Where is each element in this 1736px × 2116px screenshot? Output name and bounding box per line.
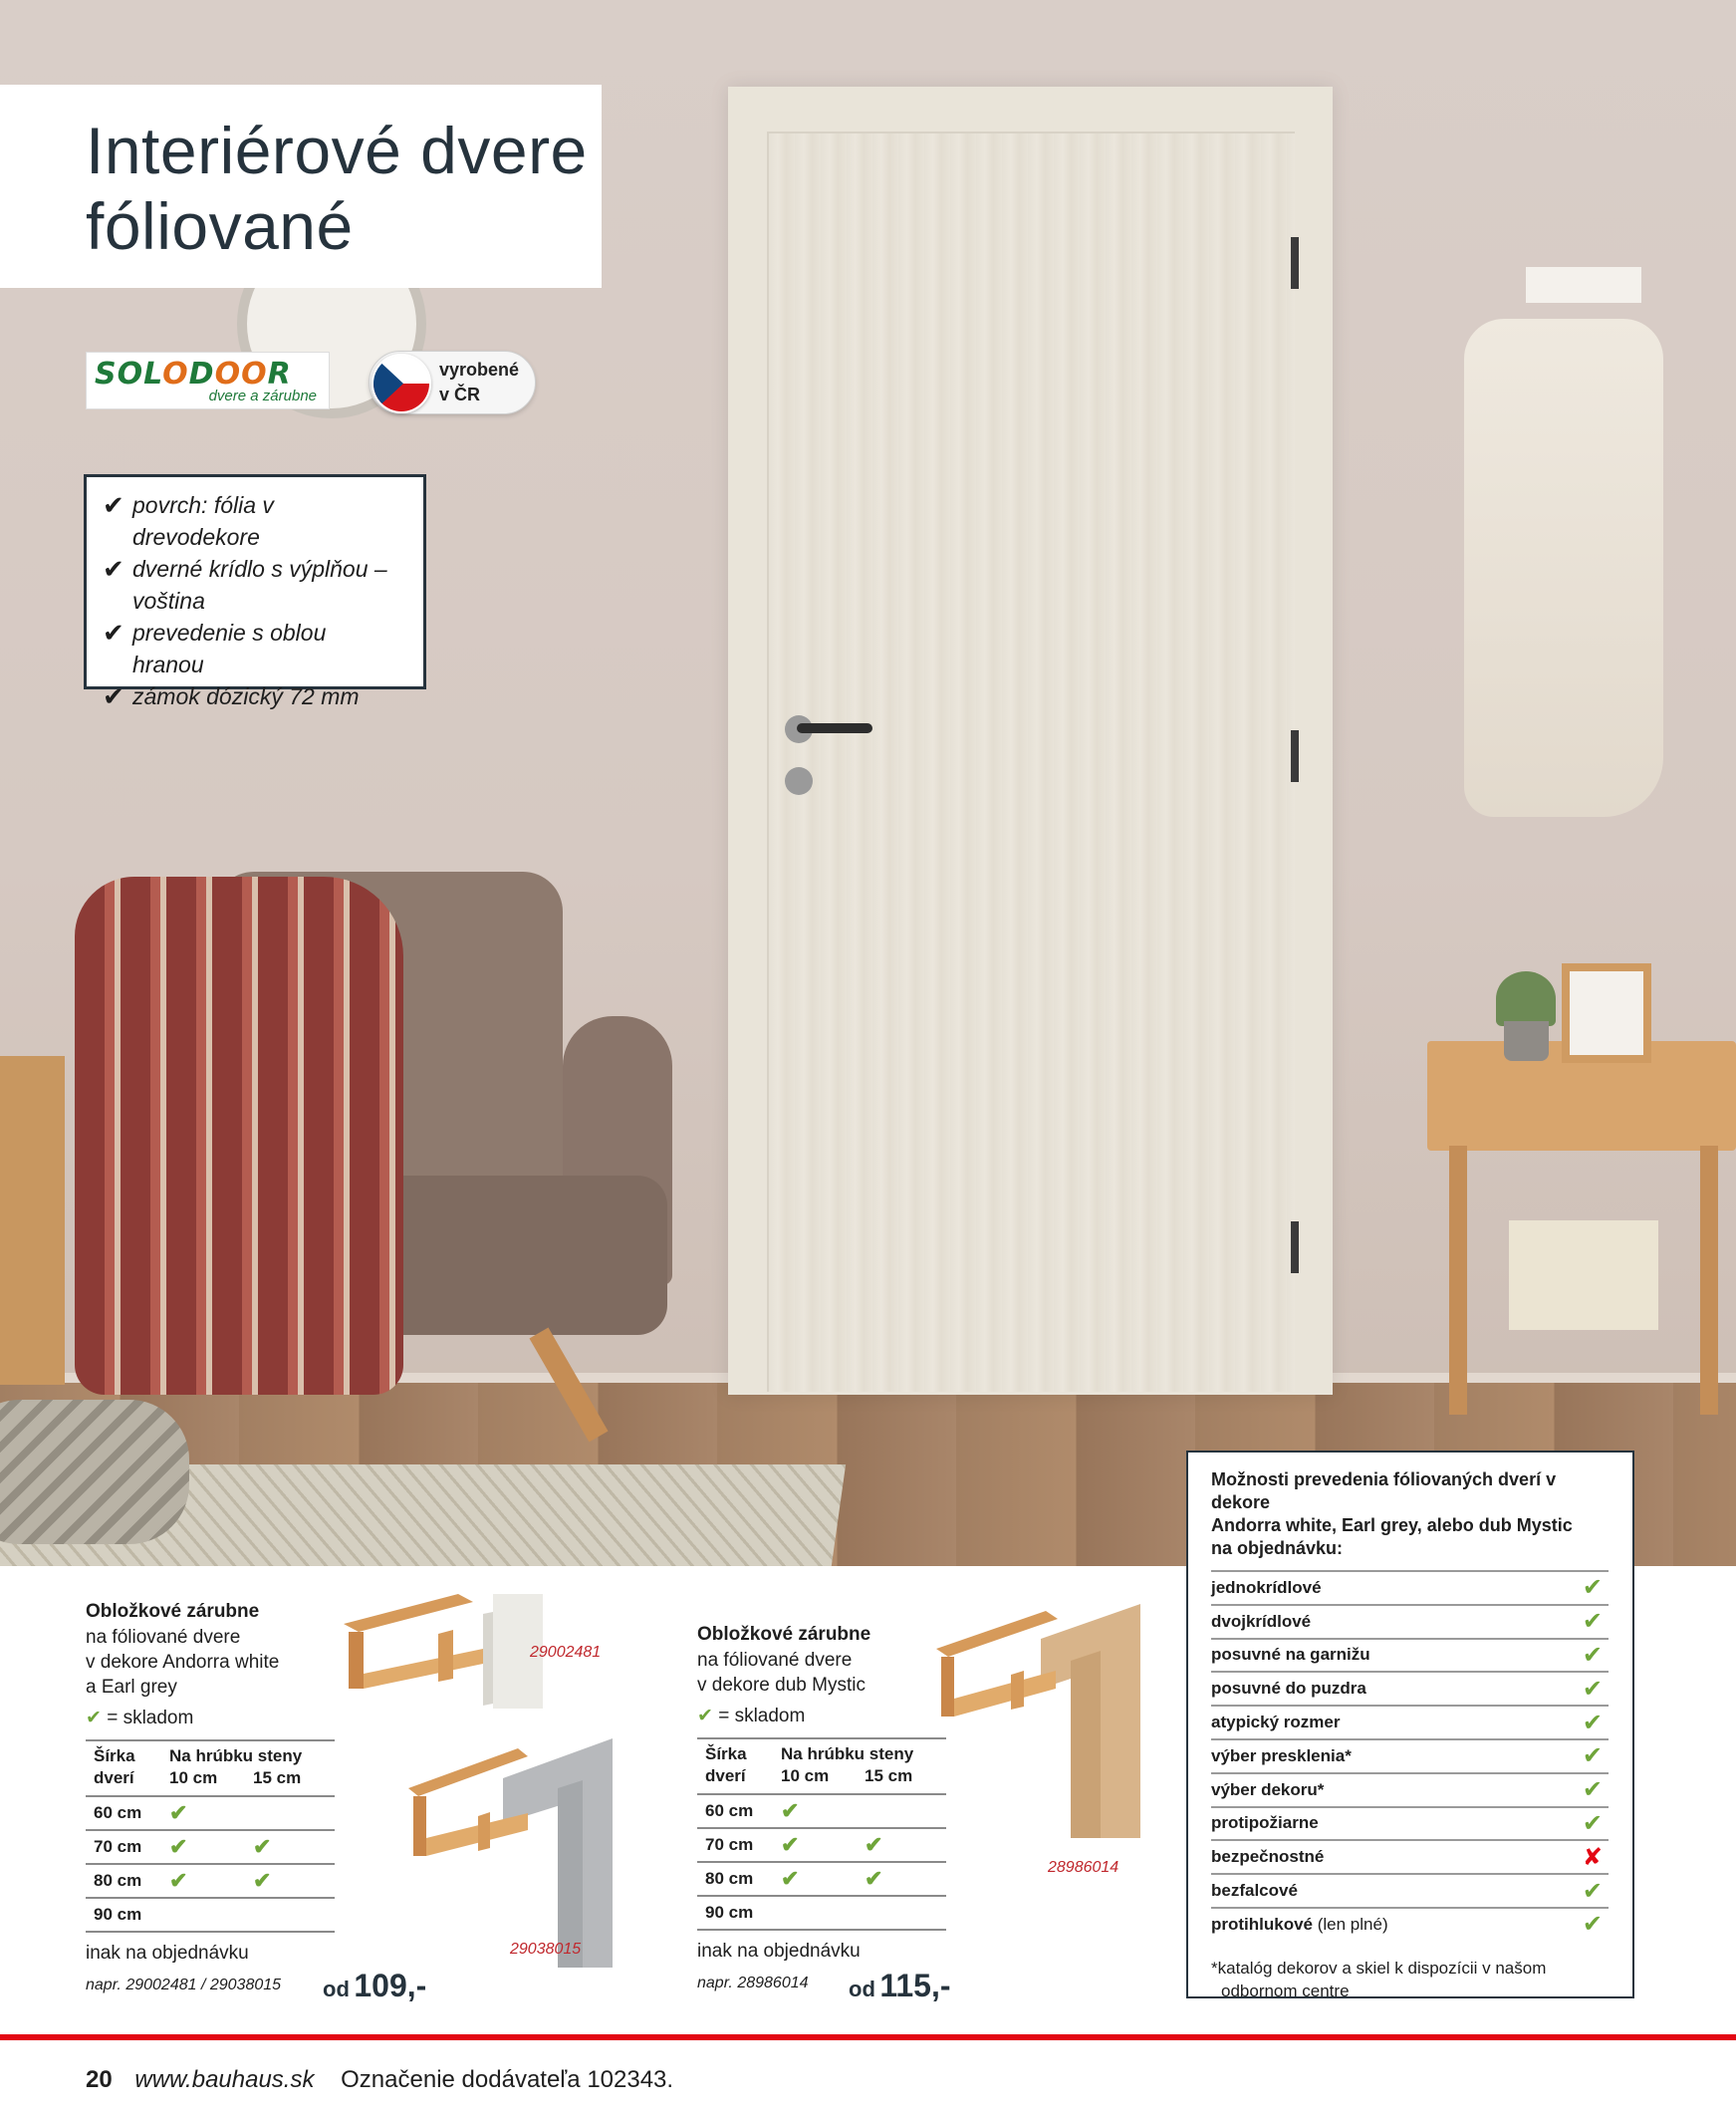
options-title-line: Andorra white, Earl grey, alebo dub Mystic [1211, 1515, 1573, 1535]
availability-cell: ✔ [245, 1830, 335, 1864]
order-note: inak na objednávku [86, 1943, 249, 1964]
logo-text: R [267, 357, 292, 392]
product-codes: napr. 28986014 [697, 1975, 809, 1991]
col-10-header: 10 cm [169, 1768, 218, 1787]
col-width-label: dverí [94, 1768, 134, 1787]
options-footnote [1211, 1957, 1609, 2002]
feature-text: dverné krídlo s výplňou – voština [132, 556, 387, 614]
option-row [1211, 1570, 1609, 1604]
option-row [1211, 1738, 1609, 1772]
price-tag [849, 1968, 951, 2004]
option-label: bezfalcové [1211, 1881, 1298, 1901]
check-icon: ✔ [1582, 1709, 1603, 1736]
option-suffix: (len plné) [1313, 1914, 1388, 1934]
check-icon: ✔ [1582, 1809, 1603, 1837]
feature-item [103, 617, 423, 680]
availability-cell: ✔ [161, 1864, 245, 1898]
product-code-label: 29038015 [510, 1941, 582, 1958]
col-15-header: 15 cm [865, 1766, 913, 1785]
size-cell: 90 cm [86, 1898, 161, 1932]
option-row [1211, 1671, 1609, 1705]
website-link[interactable]: www.bauhaus.sk [134, 2066, 315, 2093]
page-number: 20 [86, 2066, 113, 2093]
option-row [1211, 1604, 1609, 1638]
size-cell: 70 cm [697, 1828, 773, 1862]
option-label: výber dekoru* [1211, 1779, 1325, 1799]
product-codes: napr. 29002481 / 29038015 [86, 1977, 282, 1993]
door-frame-profile-white [344, 1594, 553, 1709]
availability-cell: ✔ [773, 1828, 857, 1862]
col-wall-header: Na hrúbku steny [161, 1740, 335, 1767]
availability-cell [245, 1898, 335, 1932]
price-prefix: od [323, 1977, 350, 2001]
solodoor-wordmark [95, 357, 292, 392]
availability-cell: ✔ [857, 1862, 946, 1896]
product-dub-mystic [697, 1622, 956, 1992]
option-row [1211, 1772, 1609, 1806]
door-frame-profile-oak [936, 1599, 1145, 1838]
product-andorra-earl-grey [86, 1599, 345, 1994]
feature-text: prevedenie s oblou hranou [132, 620, 327, 677]
options-title [1211, 1468, 1609, 1560]
page-footer [86, 2066, 673, 2094]
page-title [0, 85, 602, 288]
availability-cell [857, 1794, 946, 1828]
col-10-header: 10 cm [781, 1766, 830, 1785]
table-row [697, 1794, 946, 1828]
availability-cell: ✔ [161, 1830, 245, 1864]
product-desc: a Earl grey [86, 1677, 177, 1698]
check-icon: ✔ [1582, 1641, 1603, 1669]
col-15-header: 15 cm [253, 1768, 302, 1787]
option-label: protipožiarne [1211, 1813, 1319, 1833]
check-icon: ✔ [1582, 1675, 1603, 1703]
table-row [86, 1898, 335, 1932]
col-wall-header: Na hrúbku steny [773, 1738, 946, 1765]
plaid-throw [75, 877, 403, 1395]
door-hinge [1291, 237, 1299, 289]
made-in-cz-badge [369, 351, 536, 414]
feature-text: zámok dózický 72 mm [132, 683, 360, 709]
solodoor-subtitle: dvere a zárubne [208, 388, 317, 404]
made-in-line-1: vyrobené [439, 360, 520, 380]
table-row [697, 1862, 946, 1896]
size-cell: 60 cm [86, 1796, 161, 1830]
stock-label: = skladom [718, 1706, 806, 1726]
col-width-header [86, 1740, 161, 1796]
stock-legend [697, 1702, 956, 1731]
check-icon: ✔ [1582, 1776, 1603, 1804]
product-desc: v dekore dub Mystic [697, 1675, 866, 1696]
check-icon: ✔ [1582, 1911, 1603, 1939]
made-in-line-2: v ČR [439, 385, 481, 404]
option-label: posuvné na garnižu [1211, 1645, 1370, 1665]
price-tag [323, 1968, 426, 2004]
storage-box [1509, 1220, 1658, 1330]
availability-cell: ✔ [161, 1796, 245, 1830]
stock-label: = skladom [107, 1708, 194, 1728]
size-table [697, 1737, 946, 1931]
product-desc: na fóliované dvere [697, 1650, 853, 1671]
table-row [697, 1828, 946, 1862]
product-code-label: 28986014 [1048, 1859, 1119, 1876]
hanging-coat [1464, 319, 1663, 817]
footer-divider [0, 2034, 1736, 2040]
features-box [84, 474, 426, 711]
product-title: Obložkové zárubne [86, 1601, 260, 1622]
logo-text: D [188, 357, 215, 392]
option-label: posuvné do puzdra [1211, 1679, 1366, 1699]
door-lock [785, 767, 813, 795]
solodoor-logo [86, 352, 330, 409]
product-title: Obložkové zárubne [697, 1624, 871, 1645]
availability-cell [773, 1896, 857, 1930]
floor-pillow [0, 1400, 189, 1544]
check-icon: ✔ [697, 1706, 713, 1726]
product-desc: v dekore Andorra white [86, 1652, 280, 1673]
photo-frame [1562, 963, 1651, 1063]
potted-plant [1496, 971, 1556, 1026]
table-row [86, 1830, 335, 1864]
option-label: dvojkrídlové [1211, 1611, 1312, 1631]
check-icon: ✔ [1582, 1574, 1603, 1602]
size-cell: 70 cm [86, 1830, 161, 1864]
option-row [1211, 1705, 1609, 1738]
availability-cell: ✔ [857, 1828, 946, 1862]
option-label: bezpečnostné [1211, 1847, 1325, 1867]
table-row [697, 1896, 946, 1930]
price-value: 115,- [879, 1968, 951, 2003]
option-row [1211, 1873, 1609, 1907]
product-code-label: 29002481 [530, 1644, 602, 1661]
plant-pot [1504, 1021, 1549, 1061]
check-icon: ✔ [1582, 1877, 1603, 1905]
check-icon: ✔ [1582, 1608, 1603, 1636]
availability-cell [161, 1898, 245, 1932]
left-shelf [0, 1056, 65, 1385]
option-label: výber presklenia* [1211, 1745, 1352, 1765]
size-cell: 60 cm [697, 1794, 773, 1828]
options-title-line: na objednávku: [1211, 1538, 1344, 1558]
footnote-line: *katalóg dekorov a skiel k dispozícii v našom [1211, 1958, 1547, 1978]
logo-text: O [162, 357, 189, 392]
size-table [86, 1739, 335, 1933]
price-value: 109,- [354, 1968, 427, 2003]
check-icon: ✔ [103, 618, 124, 648]
size-cell: 80 cm [86, 1864, 161, 1898]
availability-cell: ✔ [245, 1864, 335, 1898]
title-line-1: Interiérové dvere [86, 114, 588, 187]
footnote-line: odbornom centre [1221, 1981, 1350, 2000]
supplier-note: Označenie dodávateľa 102343. [341, 2066, 674, 2093]
option-row [1211, 1806, 1609, 1840]
availability-cell [857, 1896, 946, 1930]
option-label: atypický rozmer [1211, 1713, 1341, 1732]
col-width-label: Šírka [705, 1744, 747, 1763]
option-label: protihlukové [1211, 1914, 1314, 1934]
logo-text: SOL [95, 357, 163, 392]
option-label: jednokrídlové [1211, 1577, 1322, 1597]
door-leaf-illustration [767, 132, 1295, 1392]
product-desc: na fóliované dvere [86, 1627, 241, 1648]
option-row [1211, 1839, 1609, 1873]
door-frame-profile-grey [408, 1738, 613, 1968]
options-title-line: Možnosti prevedenia fóliovaných dverí v dekore [1211, 1469, 1557, 1512]
option-row [1211, 1638, 1609, 1672]
made-in-cz-text [439, 358, 519, 407]
logo-text: OO [214, 357, 268, 392]
table-row [86, 1864, 335, 1898]
col-width-label: dverí [705, 1766, 746, 1785]
price-prefix: od [849, 1977, 875, 2001]
czech-flag-icon [372, 354, 431, 413]
availability-cell: ✔ [773, 1862, 857, 1896]
col-width-label: Šírka [94, 1746, 135, 1765]
title-line-2: fóliované [86, 189, 354, 263]
door-hinge [1291, 1221, 1299, 1273]
check-icon: ✔ [103, 681, 124, 711]
size-cell: 80 cm [697, 1862, 773, 1896]
check-icon: ✔ [1582, 1742, 1603, 1770]
feature-item [103, 553, 423, 617]
options-box [1186, 1451, 1634, 1998]
feature-item [103, 680, 423, 712]
stock-legend [86, 1704, 345, 1733]
availability-cell: ✔ [773, 1794, 857, 1828]
check-icon: ✔ [86, 1708, 102, 1728]
order-note: inak na objednávku [697, 1941, 861, 1962]
option-row [1211, 1907, 1609, 1941]
check-icon: ✔ [103, 490, 124, 520]
coat-hook-rail [1526, 267, 1641, 303]
table-row [86, 1796, 335, 1830]
feature-text: povrch: fólia v drevodekore [132, 492, 274, 550]
door-handle [797, 723, 872, 733]
check-icon: ✔ [103, 554, 124, 584]
cross-icon: ✘ [1582, 1843, 1603, 1871]
col-width-header [697, 1738, 773, 1794]
size-cell: 90 cm [697, 1896, 773, 1930]
feature-item [103, 489, 423, 553]
door-hinge [1291, 730, 1299, 782]
availability-cell [245, 1796, 335, 1830]
